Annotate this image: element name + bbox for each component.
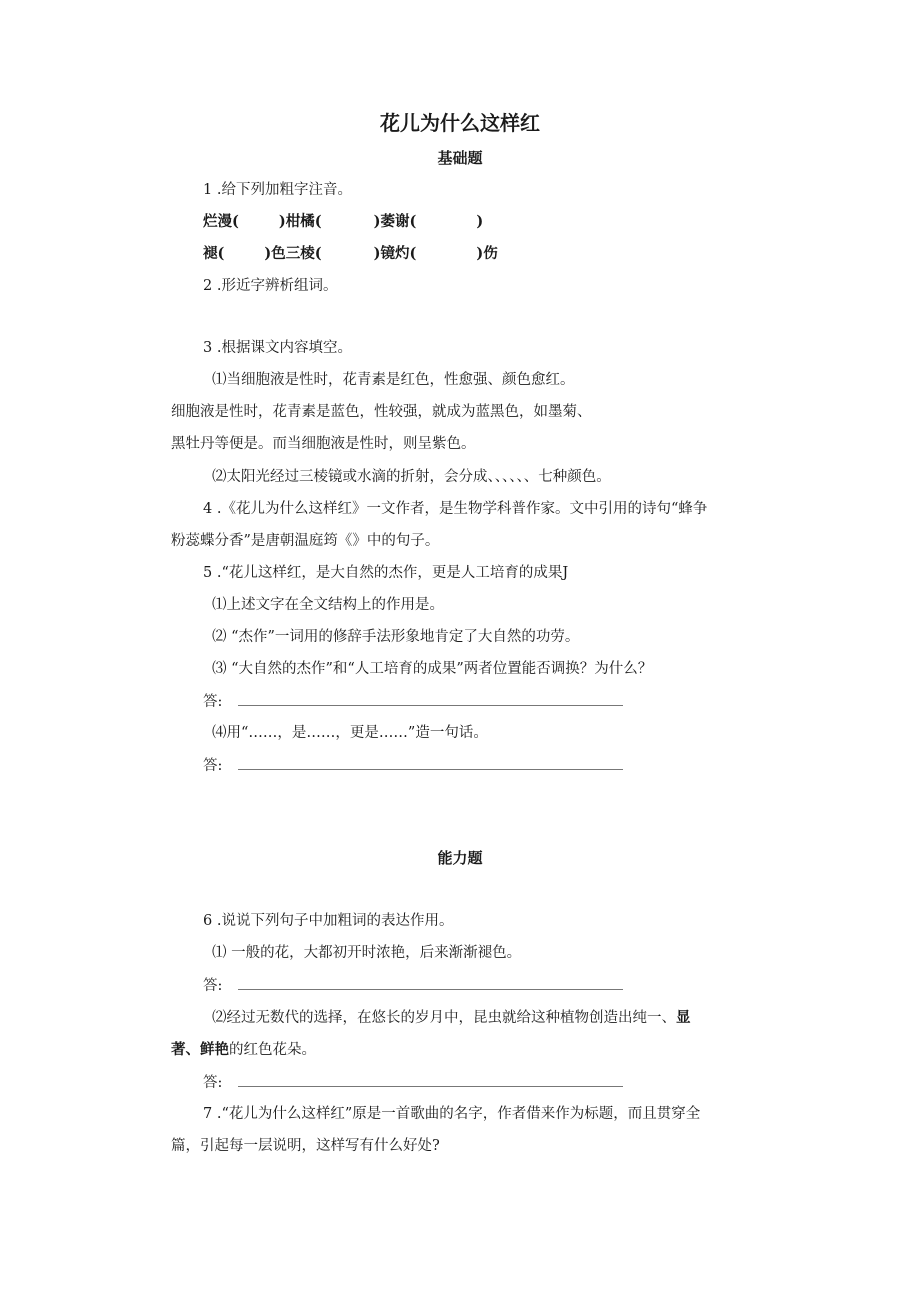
q5-answer-1-line[interactable] <box>238 691 623 706</box>
q5-s4: ⑷用“……，是……，更是……”造一句话。 <box>212 725 488 741</box>
q1-stem: 1 .给下列加粗字注音。 <box>203 182 352 198</box>
q5-answer-2-line[interactable] <box>238 755 623 770</box>
section-ability-heading: 能力题 <box>437 849 483 867</box>
q6-answer-2-line[interactable] <box>238 1072 623 1087</box>
q6-s2-tail: 的红色花朵。 <box>229 1042 316 1058</box>
q3-p1: ⑴当细胞液是性时，花青素是红色，性愈强、颜色愈红。 <box>212 372 575 388</box>
q6-stem: 6 .说说下列句子中加粗词的表达作用。 <box>203 913 454 929</box>
q5-s1: ⑴上述文字在全文结构上的作用是。 <box>212 597 444 613</box>
q6-s2-text: ⑵经过无数代的选择，在悠长的岁月中，昆虫就给这种植物创造出纯一、 <box>212 1010 676 1026</box>
q1-row1-part3: )萎谢( <box>373 213 417 230</box>
q6-s2-bold1: 显 <box>676 1009 691 1026</box>
q5-s3: ⑶ “大自然的杰作”和“人工培育的成果”两者位置能否调换？为什么？ <box>212 661 653 677</box>
q6-s2-line2 <box>171 1040 316 1060</box>
q3-p4: ⑵太阳光经过三棱镜或水滴的折射，会分成、、、、、、七种颜色。 <box>212 469 611 485</box>
q3-p3: 黑牡丹等便是。而当细胞液是性时，则呈紫色。 <box>171 436 476 452</box>
q6-s1: ⑴ 一般的花，大都初开时浓艳，后来渐渐褪色。 <box>212 945 522 961</box>
q6-answer-2-label: 答: <box>203 1075 223 1091</box>
q6-s2-line1 <box>212 1008 691 1028</box>
q6-s2-bold2: 著、鲜艳 <box>171 1041 229 1058</box>
q1-row1 <box>203 212 483 232</box>
q7-line2: 篇，引起每一层说明，这样写有什么好处? <box>171 1138 440 1154</box>
q4-line2: 粉蕊蝶分香”是唐朝温庭筠《》中的句子。 <box>171 533 440 549</box>
q6-answer-1 <box>203 975 623 996</box>
q1-row2-part4: )伤 <box>476 245 498 262</box>
q5-s2: ⑵ “杰作”一词用的修辞手法形象地肯定了大自然的功劳。 <box>212 629 580 645</box>
q5-answer-2-label: 答: <box>203 758 223 774</box>
q6-answer-1-line[interactable] <box>238 975 623 990</box>
q5-answer-2 <box>203 755 623 776</box>
q5-answer-1 <box>203 691 623 712</box>
document-title: 花儿为什么这样红 <box>380 111 540 135</box>
q3-stem: 3 .根据课文内容填空。 <box>203 340 352 356</box>
q5-answer-1-label: 答: <box>203 694 223 710</box>
q1-row2-part1: 褪( <box>203 245 225 262</box>
q1-row2-part3: )镜灼( <box>373 245 417 262</box>
q7-line1: 7 .“花儿为什么这样红”原是一首歌曲的名字，作者借来作为标题，而且贯穿全 <box>203 1106 701 1122</box>
q5-stem: 5 .“花儿这样红，是大自然的杰作，更是人工培育的成果J <box>203 565 569 581</box>
section-basic-heading: 基础题 <box>437 149 483 167</box>
q1-row1-part4: ) <box>476 213 484 230</box>
q1-row1-part1: 烂漫( <box>203 213 239 230</box>
q6-answer-2 <box>203 1072 623 1093</box>
q3-p2: 细胞液是性时，花青素是蓝色，性较强，就成为蓝黑色，如墨菊、 <box>171 404 592 420</box>
q2-stem: 2 .形近字辨析组词。 <box>203 278 338 294</box>
q4-line1: 4 .《花儿为什么这样红》一文作者，是生物学科普作家。文中引用的诗句“蜂争 <box>203 501 708 517</box>
q1-row2-part2: )色三棱( <box>264 245 322 262</box>
q6-answer-1-label: 答: <box>203 978 223 994</box>
q1-row1-part2: )柑橘( <box>278 213 322 230</box>
q1-row2 <box>203 244 498 264</box>
